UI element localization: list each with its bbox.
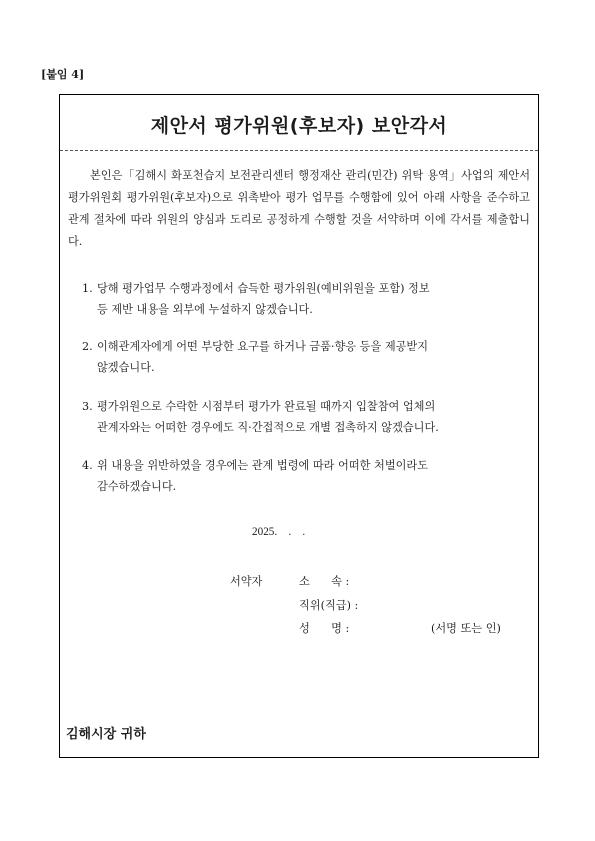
item-text-line: 관계자와는 어떠한 경우에도 직·간접적으로 개별 접촉하지 않겠습니다. (97, 421, 439, 434)
item-text-line: 감수하겠습니다. (97, 480, 177, 493)
item-text-line: 이해관계자에게 어떤 부당한 요구를 하거나 금품·향응 등을 제공받지 (97, 340, 429, 353)
item-text-line: 등 제반 내용을 외부에 누설하지 않겠습니다. (97, 303, 313, 316)
pledge-item-4 (82, 455, 528, 497)
position-label: 직위(직급) : (299, 599, 359, 612)
name-label: 성 명 : (299, 622, 350, 635)
affiliation-label: 소 속 : (299, 575, 350, 588)
document-title: 제안서 평가위원(후보자) 보안각서 (150, 115, 448, 137)
item-text-line: 않겠습니다. (97, 361, 155, 374)
item-number: 1. (82, 282, 93, 295)
item-text-line: 당해 평가업무 수행과정에서 습득한 평가위원(예비위원을 포함) 정보 (97, 282, 430, 295)
item-number: 4. (82, 459, 93, 472)
item-number: 2. (82, 340, 93, 353)
item-text-line: 평가위원으로 수락한 시점부터 평가가 완료될 때까지 입찰참여 업체의 (97, 400, 436, 413)
addressee: 김해시장 귀하 (66, 727, 146, 742)
pledge-document (59, 94, 539, 758)
intro-paragraph: 본인은「김해시 화포천습지 보전관리센터 행정재산 관리(민간) 위탁 용역」사업의 제안서 평가위원회 평가위원(후보자)으로 위촉받아 평가 업무를 수행함에 있어 아래 사항을 준수하고 관계 절차에 따라 위원의 양심과 도리로 공정하게 수행할 것을 서약하며 이에 각서를 제출합니다. (68, 169, 530, 248)
pledge-item-2 (82, 336, 528, 378)
title-divider (60, 150, 538, 151)
pledger-label: 서약자 (230, 575, 263, 588)
attachment-label: [붙임 4] (41, 68, 85, 81)
pledge-item-3 (82, 396, 528, 438)
pledge-item-1 (82, 278, 528, 320)
signature-note: (서명 또는 인) (431, 622, 501, 635)
pledge-date: 2025. . . (252, 526, 306, 538)
item-number: 3. (82, 400, 93, 413)
item-text-line: 위 내용을 위반하였을 경우에는 관계 법령에 따라 어떠한 처벌이라도 (97, 459, 429, 472)
